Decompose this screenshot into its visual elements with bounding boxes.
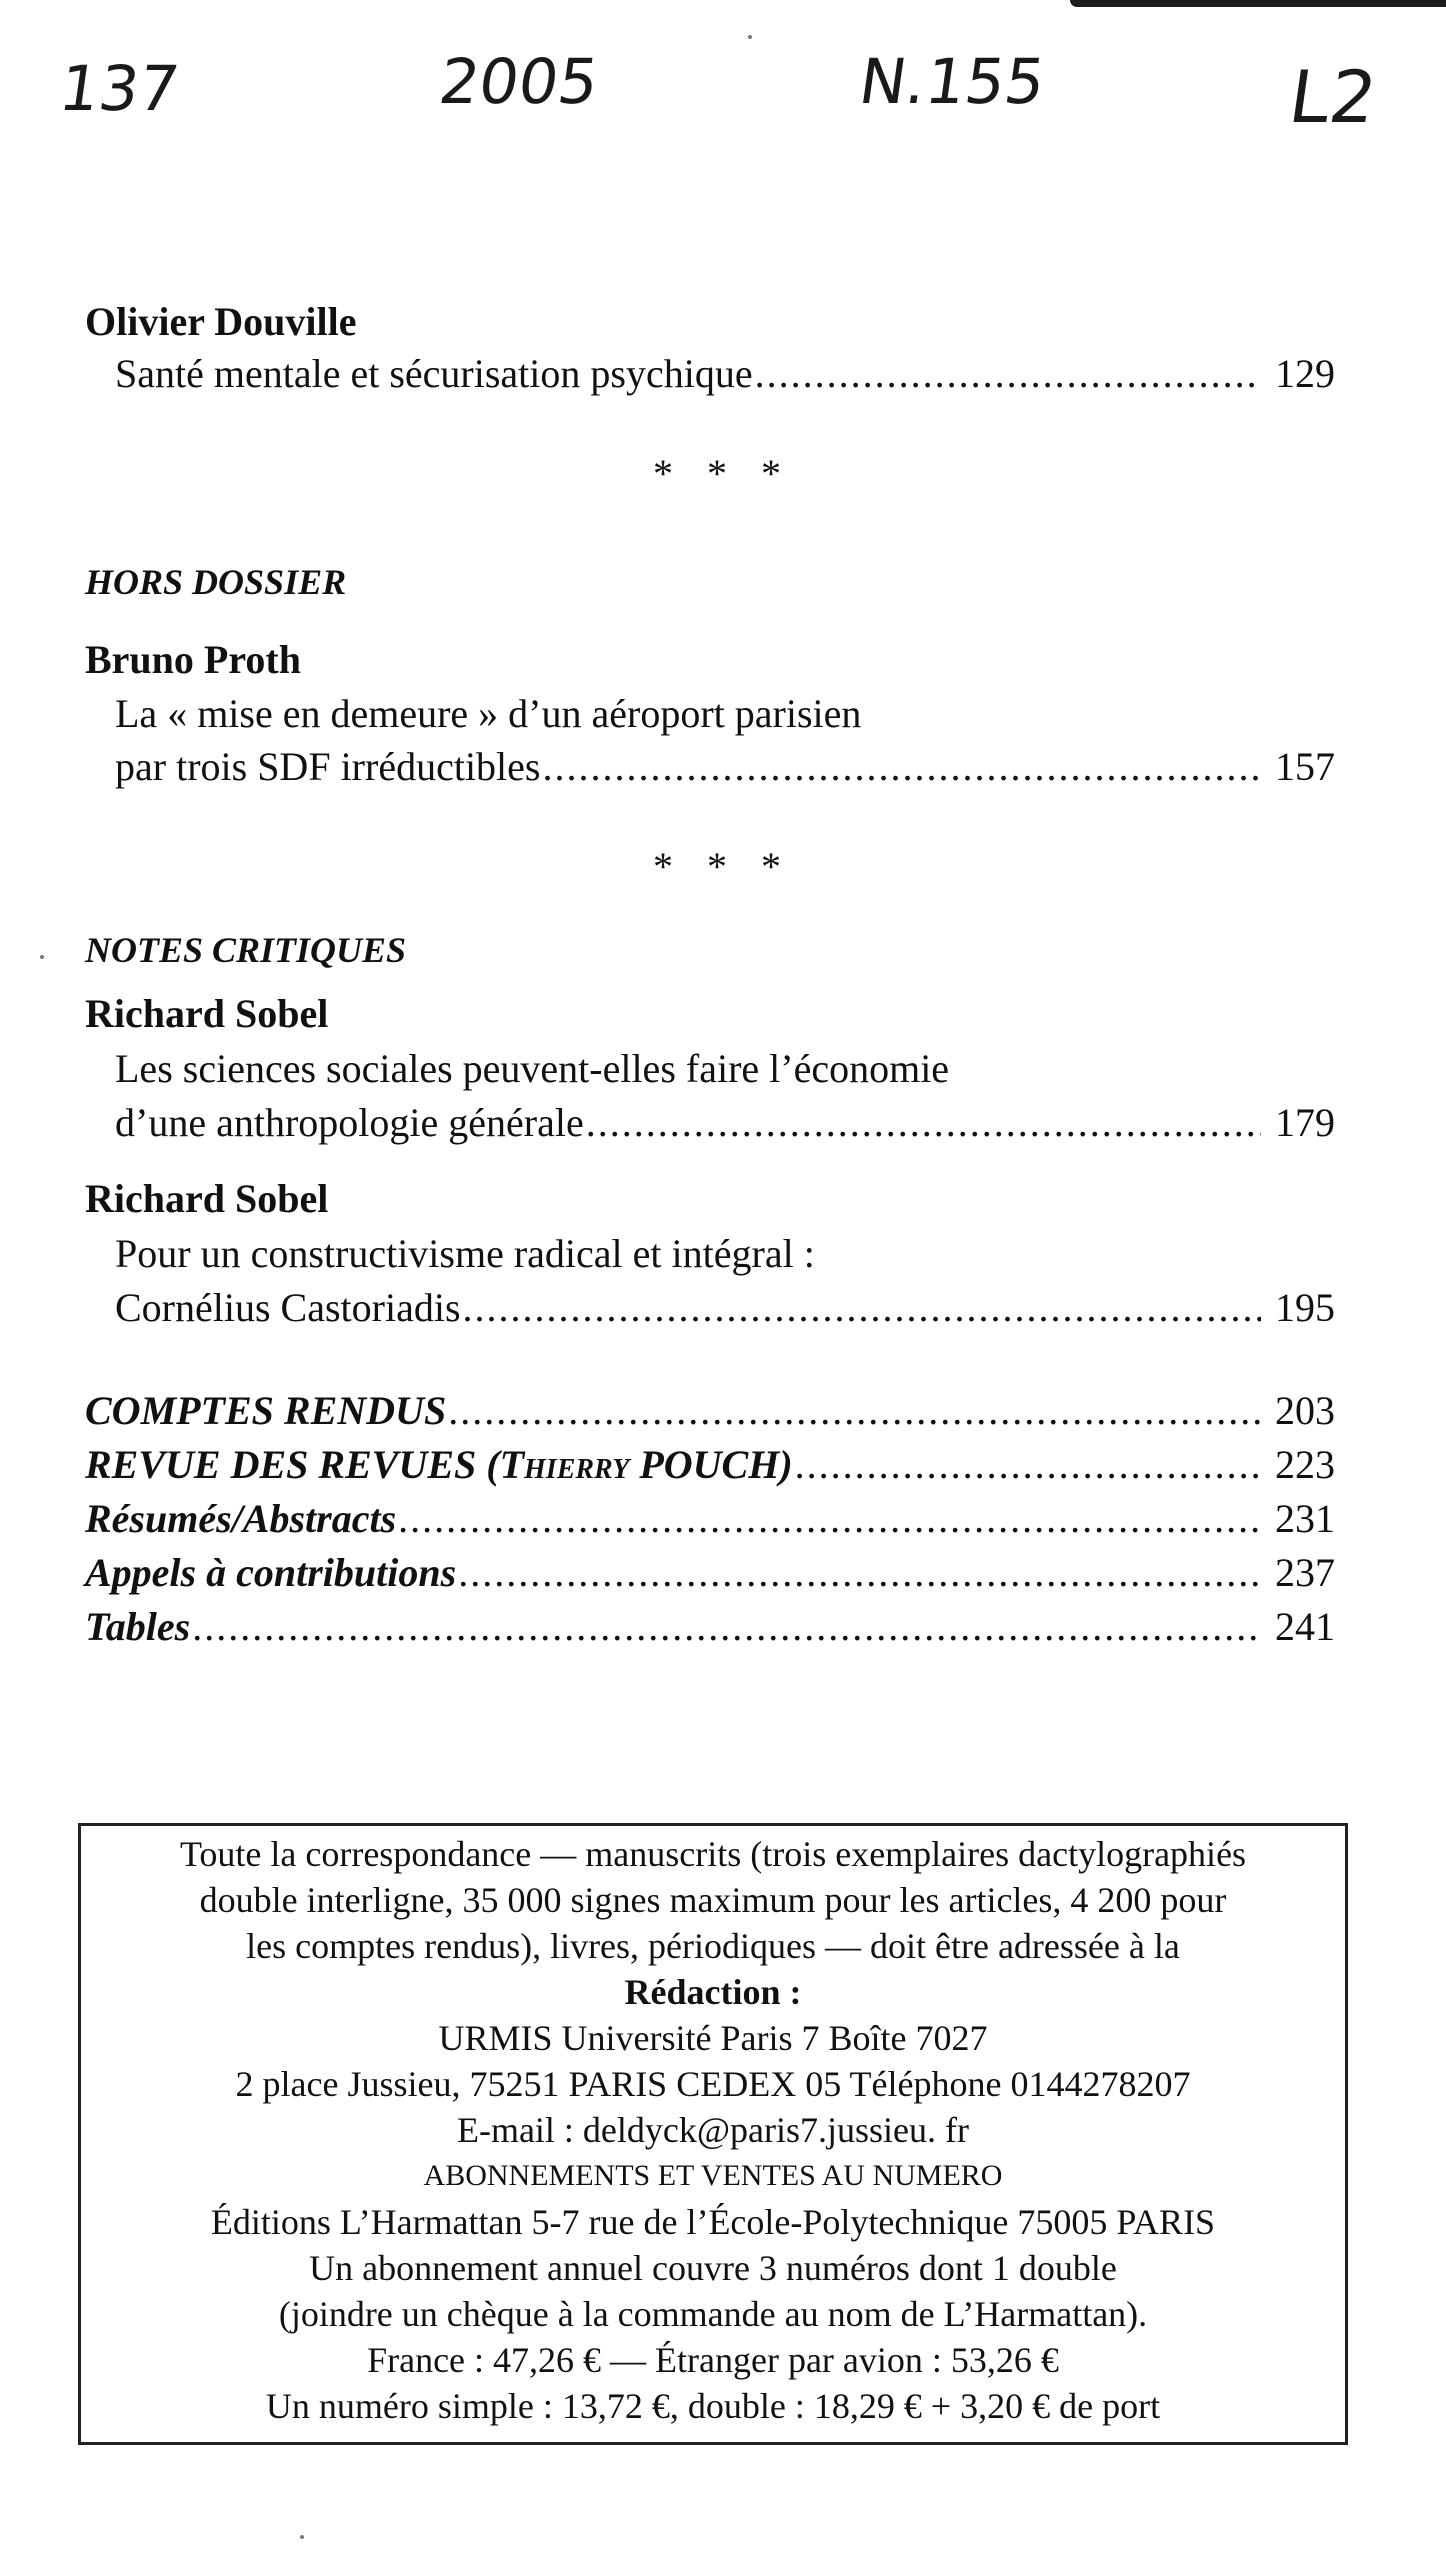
toc-author-sobel-1: Richard Sobel <box>85 991 329 1036</box>
toc-section-label: Résumés/Abstracts <box>85 1496 397 1541</box>
leader-dots <box>463 1284 1261 1332</box>
toc-entry-comptes-rendus <box>85 1387 1335 1435</box>
section-separator: * * * <box>653 844 793 889</box>
toc-entry-tables <box>85 1603 1335 1651</box>
toc-page: 129 <box>1275 351 1335 396</box>
box-heading-abonnements: ABONNEMENTS ET VENTES AU NUMERO <box>423 2159 1003 2192</box>
toc-entry-sobel-2 <box>115 1284 1335 1332</box>
scan-speck <box>300 2535 304 2539</box>
box-line: URMIS Université Paris 7 Boîte 7027 <box>438 2018 988 2058</box>
toc-title: d’une anthropologie générale <box>115 1100 584 1145</box>
toc-entry-resumes <box>85 1495 1335 1543</box>
box-line: (joindre un chèque à la commande au nom de L’Harmattan). <box>278 2294 1148 2334</box>
scan-edge-line <box>1070 0 1446 7</box>
section-heading-notes-critiques: NOTES CRITIQUES <box>85 930 407 970</box>
toc-section-label: COMPTES RENDUS <box>85 1388 447 1433</box>
toc-title: Santé mentale et sécurisation psychique <box>115 351 753 396</box>
leader-dots <box>586 1099 1261 1147</box>
scan-speck <box>748 35 752 39</box>
leader-dots <box>795 1441 1261 1489</box>
section-heading-hors-dossier: HORS DOSSIER <box>85 562 347 602</box>
toc-page: 179 <box>1275 1100 1335 1145</box>
box-line: Un abonnement annuel couvre 3 numéros dont 1 double <box>309 2248 1117 2288</box>
box-line: double interligne, 35 000 signes maximum pour les articles, 4 200 pour <box>199 1880 1227 1920</box>
toc-title-line: Les sciences sociales peuvent-elles faire l’économie <box>115 1046 950 1091</box>
toc-author-douville: Olivier Douville <box>85 299 357 344</box>
toc-title-line: La « mise en demeure » d’un aéroport parisien <box>115 691 862 736</box>
box-email: E-mail : deldyck@paris7.jussieu. fr <box>456 2110 970 2150</box>
toc-entry-appels <box>85 1549 1335 1597</box>
toc-page: 237 <box>1275 1550 1335 1595</box>
handwritten-code: L2 <box>1284 55 1382 139</box>
handwritten-number: 137 <box>54 52 184 125</box>
toc-title: par trois SDF irréductibles <box>115 744 541 789</box>
toc-page: 231 <box>1275 1496 1335 1541</box>
toc-title: Cornélius Castoriadis <box>115 1285 461 1330</box>
leader-dots <box>192 1603 1261 1651</box>
section-separator: * * * <box>653 451 793 496</box>
toc-author-proth: Bruno Proth <box>85 637 301 682</box>
toc-page: 203 <box>1275 1388 1335 1433</box>
box-line: Toute la correspondance — manuscrits (trois exemplaires dactylographiés <box>179 1834 1247 1874</box>
box-line: Éditions L’Harmattan 5-7 rue de l’École-Polytechnique 75005 PARIS <box>210 2202 1216 2242</box>
box-prices-single: Un numéro simple : 13,72 €, double : 18,29 € + 3,20 € de port <box>265 2386 1161 2426</box>
toc-entry-douville <box>115 350 1335 398</box>
correspondence-box <box>78 1823 1348 2445</box>
box-line: les comptes rendus), livres, périodiques — doit être adressée à la <box>246 1926 1180 1966</box>
toc-page: 241 <box>1275 1604 1335 1649</box>
leader-dots <box>448 1387 1261 1435</box>
toc-author-sobel-2: Richard Sobel <box>85 1176 329 1221</box>
leader-dots <box>458 1549 1261 1597</box>
handwritten-issue: N.155 <box>854 45 1050 118</box>
handwritten-year: 2005 <box>434 45 603 118</box>
leader-dots <box>398 1495 1261 1543</box>
scan-speck <box>40 955 44 959</box>
toc-entry-revue-des-revues <box>85 1441 1335 1489</box>
box-heading-redaction: Rédaction : <box>624 1972 802 2012</box>
toc-page: 195 <box>1275 1285 1335 1330</box>
toc-section-label: Appels à contributions <box>85 1550 457 1595</box>
toc-page: 157 <box>1275 744 1335 789</box>
toc-title-line: Pour un constructivisme radical et intégral : <box>115 1231 815 1276</box>
box-line: 2 place Jussieu, 75251 PARIS CEDEX 05 Téléphone 0144278207 <box>235 2064 1191 2104</box>
leader-dots <box>543 743 1262 791</box>
toc-section-label: REVUE DES REVUES (Thierry POUCH) <box>85 1442 793 1487</box>
leader-dots <box>755 350 1261 398</box>
box-prices: France : 47,26 € — Étranger par avion : 53,26 € <box>367 2340 1059 2380</box>
toc-entry-proth <box>115 743 1335 791</box>
toc-section-label: Tables <box>85 1604 191 1649</box>
toc-page: 223 <box>1275 1442 1335 1487</box>
toc-entry-sobel-1 <box>115 1099 1335 1147</box>
